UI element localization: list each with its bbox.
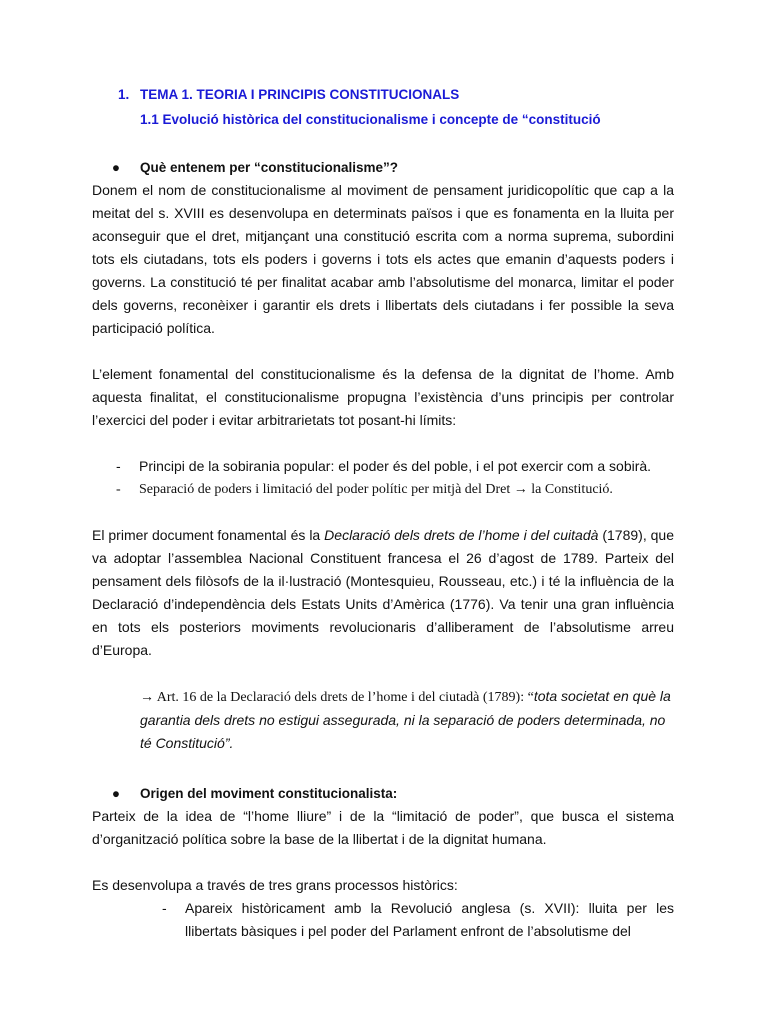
heading-title-text: TEMA 1. TEORIA I PRINCIPIS CONSTITUCIONALS [140,87,460,102]
section1-paragraph-2: L’element fonamental del constitucionalisme és la defensa de la dignitat de l’home. Amb aquesta finalitat, el constitucionalisme propugna l’existència d’uns principis per controlar l’exercici del poder i evitar arbitrarietats tot posant-hi límits: [92,366,674,428]
quote-text: tota societat en què la garantia dels drets no estigui assegurada, ni la separació de poders determinada, no té Constitució”. [140,688,671,751]
section2-title: Origen del moviment constitucionalista: [140,786,398,801]
section2-paragraph-2: Es desenvolupa a través de tres grans processos històrics: [92,877,458,893]
declaration-title: Declaració dels drets de l’home i del cuitadà [324,527,599,543]
section1-title: Què entenem per “constitucionalisme”? [140,160,399,175]
heading-subtitle: 1.1 Evolució històrica del constitucionalisme i concepte de “constitució [140,112,601,127]
list-item [92,478,674,501]
article-quote [140,685,674,755]
list-item-text: Separació de poders i limitació del poder polític per mitjà del Dret → la Constitució. [139,482,613,497]
bullet-icon: ● [111,160,121,175]
section2-paragraph-1: Parteix de la idea de “l’home lliure” i de la “limitació de poder”, que busca el sistema d’organització política sobre la base de la llibertat i de la dignitat humana. [92,808,674,847]
document-page [92,86,674,943]
para3-before: El primer document fonamental és la [92,527,325,543]
bullet-icon: ● [111,786,121,801]
para3-after: (1789), que va adoptar l’assemblea Nacional Constituent francesa el 26 d’agost de 1789. Parteix del pensament dels filòsofs de la il·lustració (Montesquieu, Rousseau, etc.) i té la influència de la Declaració d’independència dels Estats Units d’Amèrica (1776). Va tenir una gran influència en tots els posteriors moviments revolucionaris d’alliberament de l’absolutisme arreu d’Europa. [92,527,675,658]
quote-intro: → Art. 16 de la Declaració dels drets de l’home i del ciutadà (1789): “ [140,690,534,705]
section1-paragraph-3 [92,524,674,662]
dash-marker: - [116,482,121,497]
list-item [92,897,674,943]
dash-marker: - [162,900,167,916]
list-item-text: Principi de la sobirania popular: el poder és del poble, i el pot exercir com a sobirà. [139,458,652,474]
section1-paragraph-1: Donem el nom de constitucionalisme al moviment de pensament juridicopolític que cap a la meitat del s. XVIII es desenvolupa en determinats països i que es fonamenta en la lluita per aconseguir que el dret, mitjançant una constitució escrita com a norma suprema, subordini tots els ciutadans, tots els poders i governs i tots els actes que emanin d’aquests poders i governs. La constitució té per finalitat acabar amb l’absolutisme del monarca, limitar el poder dels governs, reconèixer i garantir els drets i llibertats dels ciutadans i fer possible la seva participació política. [92,182,674,336]
dash-marker: - [116,458,121,474]
processes-list [92,897,674,943]
principles-list [92,455,674,501]
section2-heading [92,783,674,805]
heading-title [118,86,674,104]
list-item [92,455,674,478]
list-item-text: Apareix històricament amb la Revolució anglesa (s. XVII): lluita per les llibertats bàsiques i pel poder del Parlament enfront de l’absolutisme del [185,900,674,939]
section1-heading [92,157,674,179]
heading-number: 1. [118,87,130,102]
